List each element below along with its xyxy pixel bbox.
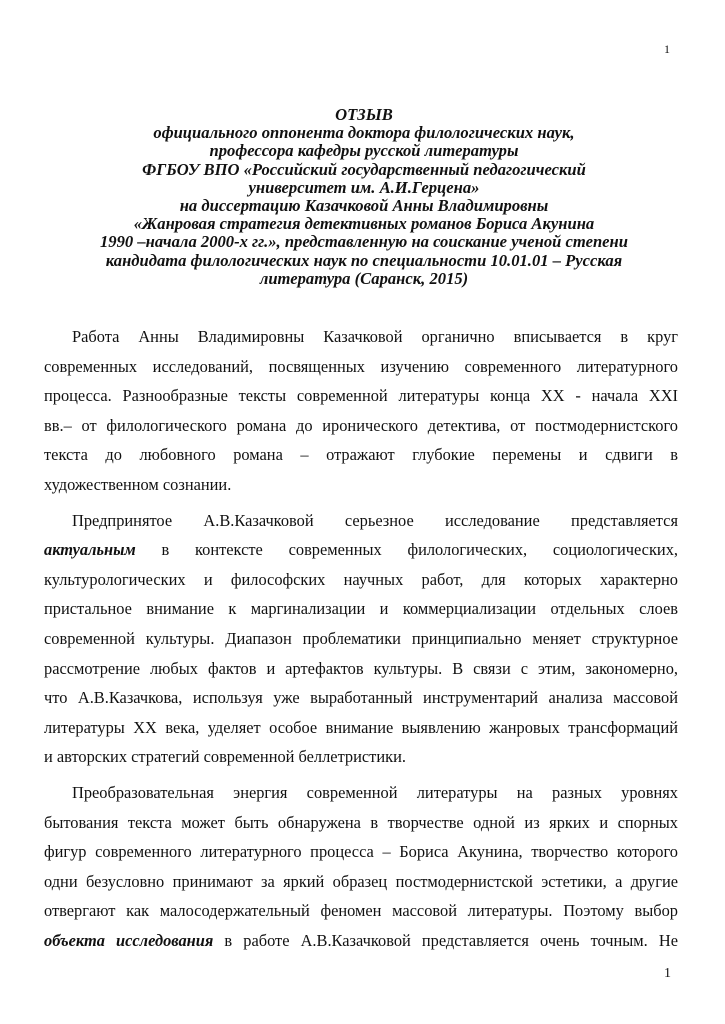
paragraph-2 <box>44 506 678 772</box>
page-number-top: 1 <box>664 42 670 56</box>
header-line: 1990 –начала 2000-х гг.», представленную на соискание ученой степени <box>100 232 628 252</box>
text-line: Предпринятое А.В.Казачковой серьезное исследование представляется <box>72 510 678 530</box>
text-line: Преобразовательная энергия современной литературы на разных уровнях <box>72 782 678 802</box>
header-line: профессора кафедры русской литературы <box>209 141 519 161</box>
text-line <box>44 535 678 565</box>
text-line: процесса. Разнообразные тексты современной литературы конца XX - начала XXI <box>44 386 678 406</box>
text-line: отвергают как малосодержательный феномен массовой литературы. Поэтому выбор <box>44 901 678 921</box>
header-line: официального оппонента доктора филологических наук, <box>153 123 575 143</box>
text-line: фигур современного литературного процесса – Бориса Акунина, творчество которого <box>44 842 678 862</box>
text-line: одни безусловно принимают за яркий образец постмодернистской эстетики, а другие <box>44 871 678 891</box>
emphasis-object: объекта исследования <box>44 930 214 950</box>
header-line: литература (Саранск, 2015) <box>259 268 469 288</box>
header-line: университет им. А.И.Герцена» <box>248 177 480 197</box>
text-line: современной культуры. Диапазон проблематики принципиально меняет структурное <box>44 628 678 648</box>
text-line: бытования текста может быть обнаружена в творчестве одной из ярких и спорных <box>44 812 678 832</box>
page-number-bottom: 1 <box>664 966 671 981</box>
header-line: кандидата филологических наук по специальности 10.01.01 – Русская <box>105 250 623 270</box>
text-line: Работа Анны Владимировны Казачковой органично вписывается в круг <box>72 327 678 346</box>
text-line: художественном сознании. <box>44 474 232 494</box>
header-line: на диссертацию Казачковой Анны Владимировны <box>179 196 549 216</box>
header-line: «Жанровая стратегия детективных романов Бориса Акунина <box>133 214 595 234</box>
text-line: рассмотрение любых фактов и артефактов культуры. В связи с этим, закономерно, <box>44 658 678 678</box>
text-line <box>44 926 678 956</box>
text-line: и авторских стратегий современной беллетристики. <box>44 747 406 767</box>
header-line: ФГБОУ ВПО «Российский государственный педагогический <box>142 159 586 179</box>
text-line: литературы XX века, уделяет особое внимание выявлению жанровых трансформаций <box>44 717 678 737</box>
text-fragment: в работе А.В.Казачковой представляется очень точным. Не <box>213 930 678 950</box>
document-header <box>44 106 684 288</box>
text-fragment: в контексте современных филологических, социологических, <box>135 540 678 560</box>
text-line: что А.В.Казачкова, используя уже выработанный инструментарий анализа массовой <box>44 688 678 708</box>
text-line: современных исследований, посвященных изучению современного литературного <box>44 356 678 376</box>
paragraph-3 <box>44 778 678 956</box>
header-title: ОТЗЫВ <box>335 105 393 124</box>
text-line: текста до любовного романа – отражают глубокие перемены и сдвиги в <box>44 445 678 465</box>
text-line: вв.– от филологического романа до иронического детектива, от постмодернистского <box>44 415 678 435</box>
review-body <box>44 322 678 961</box>
paragraph-1 <box>44 322 678 500</box>
text-line: культурологических и философских научных работ, для которых характерно <box>44 569 678 589</box>
text-line: пристальное внимание к маргинализации и коммерциализации отдельных слоев <box>44 599 678 619</box>
emphasis-aktualnym: актуальным <box>44 540 136 560</box>
